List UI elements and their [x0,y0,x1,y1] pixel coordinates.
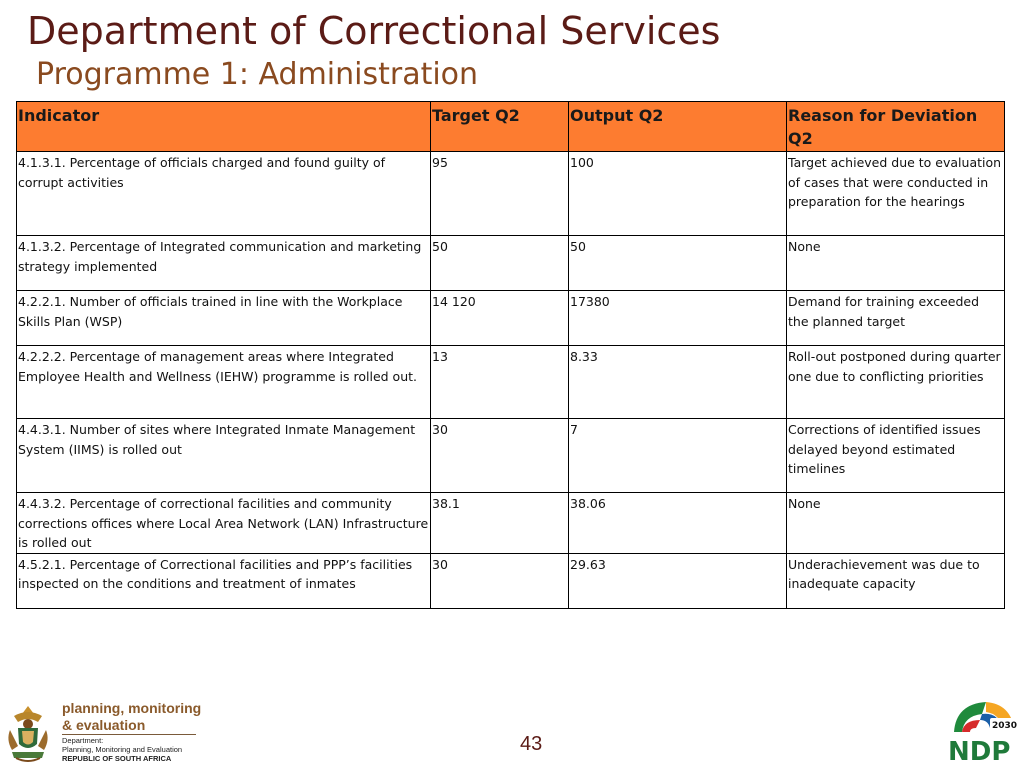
indicator-cell: 4.1.3.2. Percentage of Integrated communication and marketing strategy implemented [17,236,431,291]
output-cell: 29.63 [569,553,787,608]
target-cell: 13 [431,346,569,419]
output-cell: 17380 [569,291,787,346]
reason-cell: Demand for training exceeded the planned target [787,291,1005,346]
table-row [17,291,1005,346]
output-cell: 38.06 [569,493,787,554]
department-label [62,736,182,763]
reason-cell: Underachievement was due to inadequate capacity [787,553,1005,608]
indicator-cell: 4.1.3.1. Percentage of officials charged and found guilty of corrupt activities [17,152,431,236]
target-cell: 38.1 [431,493,569,554]
table-row [17,493,1005,554]
performance-table [16,101,1005,609]
column-header-target: Target Q2 [431,102,569,152]
table-row [17,346,1005,419]
reason-cell: None [787,236,1005,291]
page-title: Department of Correctional Services [27,9,721,53]
dept-line-2: Planning, Monitoring and Evaluation [62,745,183,754]
column-header-output: Output Q2 [569,102,787,152]
reason-cell: Target achieved due to evaluation of cases that were conducted in preparation for the hearings [787,152,1005,236]
page-subtitle: Programme 1: Administration [36,57,479,92]
column-header-indicator: Indicator [17,102,431,152]
footer-divider [62,734,196,735]
output-cell: 8.33 [569,346,787,419]
indicator-cell: 4.5.2.1. Percentage of Correctional facilities and PPP’s facilities inspected on the conditions and treatment of inmates [17,553,431,608]
reason-cell: Roll-out postponed during quarter one due to conflicting priorities [787,346,1005,419]
output-cell: 7 [569,419,787,493]
table-header-row [17,102,1005,152]
target-cell: 30 [431,419,569,493]
pme-line-2: & evaluation [62,717,146,733]
dept-line-3: REPUBLIC OF SOUTH AFRICA [62,754,172,763]
target-cell: 14 120 [431,291,569,346]
column-header-reason: Reason for Deviation Q2 [787,102,1005,152]
ndp-logo-icon [946,698,1018,764]
table-row [17,553,1005,608]
indicator-cell: 4.4.3.2. Percentage of correctional facilities and community corrections offices where Local Area Network (LAN) Infrastructure is rolled out [17,493,431,554]
ndp-text: NDP [948,737,1011,764]
pme-line-1: planning, monitoring [62,700,202,716]
target-cell: 95 [431,152,569,236]
pme-logo-text [62,700,201,734]
indicator-cell: 4.2.2.2. Percentage of management areas where Integrated Employee Health and Wellness (IEHW) programme is rolled out. [17,346,431,419]
table-row [17,152,1005,236]
table-row [17,236,1005,291]
dept-line-1: Department: [62,736,104,745]
indicator-cell: 4.2.2.1. Number of officials trained in line with the Workplace Skills Plan (WSP) [17,291,431,346]
output-cell: 100 [569,152,787,236]
coat-of-arms-icon [4,700,52,764]
target-cell: 30 [431,553,569,608]
reason-cell: Corrections of identified issues delayed beyond estimated timelines [787,419,1005,493]
target-cell: 50 [431,236,569,291]
indicator-cell: 4.4.3.1. Number of sites where Integrated Inmate Management System (IIMS) is rolled out [17,419,431,493]
output-cell: 50 [569,236,787,291]
table-row [17,419,1005,493]
page-number: 43 [520,733,543,755]
ndp-year: 2030 [992,721,1018,731]
reason-cell: None [787,493,1005,554]
